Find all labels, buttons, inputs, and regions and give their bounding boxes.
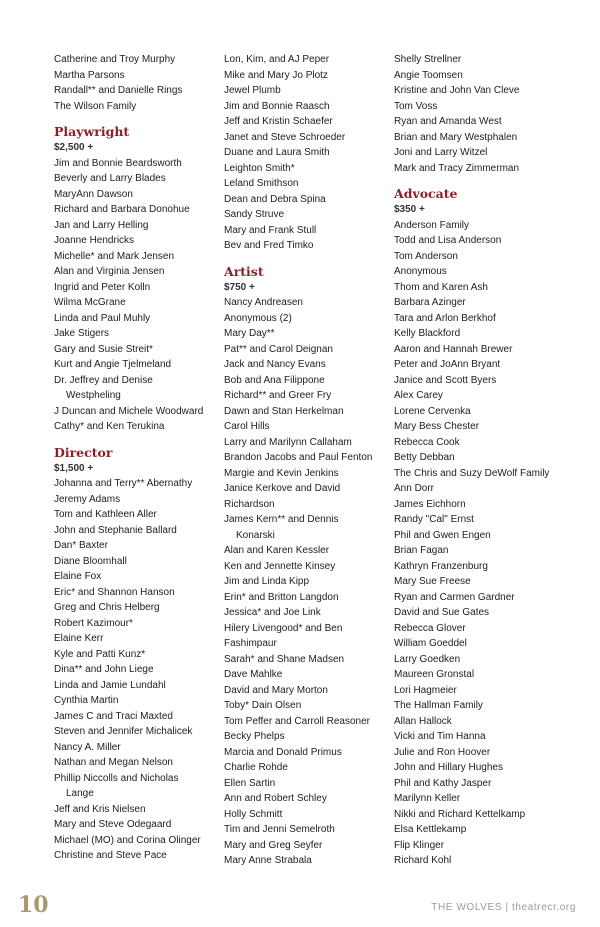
- donor-name: Maureen Gronstal: [394, 669, 475, 680]
- donor-name: Jack and Nancy Evans: [224, 359, 326, 370]
- donor-name: James C and Traci Maxted: [54, 710, 173, 722]
- donor-name: Phil and Gwen Engen: [394, 529, 491, 541]
- section-playwright: [54, 124, 216, 435]
- donor-name: Cynthia Martin: [54, 695, 119, 706]
- donor-name: Elaine Kerr: [54, 633, 104, 644]
- donor-name: Jim and Bonnie Beardsworth: [54, 157, 182, 169]
- donor-name: J Duncan and Michele Woodward: [54, 405, 204, 417]
- donor-name: Larry Goedken: [394, 653, 461, 665]
- donor-name: Alan and Virginia Jensen: [54, 266, 165, 277]
- donor-name: Martha Parsons: [54, 69, 125, 81]
- donor-name: Mike and Mary Jo Plotz: [224, 69, 328, 81]
- donor-name: Phillip Niccolls and Nicholas: [54, 772, 179, 784]
- donor-name: Jan and Larry Helling: [54, 219, 149, 231]
- donor-name: James Eichhorn: [394, 498, 466, 510]
- section-continued: [54, 52, 216, 114]
- donor-name: Nancy Andreasen: [224, 297, 303, 308]
- donor-name: Janet and Steve Schroeder: [224, 131, 346, 143]
- donor-name: The Wilson Family: [54, 100, 137, 112]
- donor-name: Steven and Jennifer Michalicek: [54, 726, 193, 737]
- donor-name: Charlie Rohde: [224, 762, 288, 773]
- donor-name: Dean and Debra Spina: [224, 193, 326, 205]
- donor-name: Mary Day**: [224, 328, 275, 339]
- donor-name: Erin* and Britton Langdon: [224, 591, 339, 603]
- donor-name: Marilynn Keller: [394, 793, 461, 804]
- donor-name: Elaine Fox: [54, 571, 102, 582]
- donor-column-1: [54, 52, 216, 864]
- donor-name: Joni and Larry Witzel: [394, 147, 488, 158]
- donor-name: Mark and Tracy Zimmerman: [394, 162, 520, 174]
- donor-name: Jessica* and Joe Link: [224, 607, 321, 618]
- donor-name: Ann and Robert Schley: [224, 793, 327, 804]
- donor-name: Aaron and Hannah Brewer: [394, 343, 513, 355]
- donor-name: Lon, Kim, and AJ Peper: [224, 54, 330, 65]
- donor-name: Mary Sue Freese: [394, 576, 471, 587]
- footer-text: THE WOLVES | theatrecr.org: [431, 902, 576, 913]
- donor-name: Jeff and Kristin Schaefer: [224, 116, 333, 127]
- donor-name: Catherine and Troy Murphy: [54, 54, 176, 65]
- donor-name: Todd and Lisa Anderson: [394, 235, 502, 246]
- giving-level-amount: $350 +: [394, 204, 425, 215]
- section-heading: Advocate: [394, 186, 458, 201]
- donor-name: Tom Anderson: [394, 250, 458, 262]
- donor-name: James Kern** and Dennis: [224, 514, 339, 525]
- donor-name: Bob and Ana Filippone: [224, 374, 325, 386]
- donor-name: Phil and Kathy Jasper: [394, 777, 492, 789]
- donor-name: Margie and Kevin Jenkins: [224, 467, 339, 479]
- section-heading: Director: [54, 444, 113, 460]
- donor-name: Jeff and Kris Nielsen: [54, 803, 146, 815]
- donor-name: Ellen Sartin: [224, 777, 276, 789]
- section-artist: [224, 264, 386, 869]
- page-number: 10: [18, 892, 49, 918]
- donor-name: Leighton Smith*: [224, 162, 295, 174]
- section-continued: [224, 52, 386, 254]
- donor-name: John and Stephanie Ballard: [54, 524, 177, 536]
- donor-name: Konarski: [236, 529, 275, 541]
- donor-name: Tom Voss: [394, 100, 438, 112]
- donor-name: Julie and Ron Hoover: [394, 746, 491, 758]
- donor-name: Becky Phelps: [224, 731, 285, 742]
- donor-name: Dave Mahlke: [224, 669, 283, 680]
- giving-level-amount: $1,500 +: [54, 462, 94, 474]
- donor-name: Brian Fagan: [394, 545, 449, 556]
- donor-name: John and Hillary Hughes: [394, 762, 503, 773]
- donor-name: Randall** and Danielle Rings: [54, 85, 183, 96]
- donor-name: Richard** and Greer Fry: [224, 390, 332, 401]
- donor-name: Pat** and Carol Deignan: [224, 343, 333, 355]
- giving-level-amount: $2,500 +: [54, 142, 94, 153]
- donor-name: Alan and Karen Kessler: [224, 545, 330, 556]
- donor-name: Anonymous (2): [224, 312, 292, 324]
- donor-name: Robert Kazimour*: [54, 617, 133, 629]
- donor-name: Eric* and Shannon Hanson: [54, 586, 175, 598]
- donor-name: Anonymous: [394, 266, 447, 277]
- donor-name: Ryan and Amanda West: [394, 116, 502, 127]
- donor-name: Diane Bloomhall: [54, 555, 127, 567]
- donor-name: Shelly Strellner: [394, 54, 462, 65]
- donor-name: Greg and Chris Helberg: [54, 602, 160, 613]
- donor-name: Janice and Scott Byers: [394, 374, 497, 386]
- donor-name: Angie Toomsen: [394, 69, 463, 81]
- donor-name: Lorene Cervenka: [394, 405, 471, 417]
- donor-name: The Hallman Family: [394, 700, 483, 711]
- donor-name: William Goeddel: [394, 638, 467, 649]
- donor-name: Bev and Fred Timko: [224, 240, 314, 251]
- donor-name: Randy "Cal" Ernst: [394, 514, 474, 525]
- donor-name: Cathy* and Ken Terukina: [54, 421, 165, 432]
- donor-name: Michelle* and Mark Jensen: [54, 250, 175, 262]
- donor-name: Allan Hallock: [394, 715, 452, 727]
- section-heading: Artist: [224, 263, 264, 279]
- donor-name: Michael (MO) and Corina Olinger: [54, 834, 201, 846]
- section-director: [54, 445, 216, 864]
- donor-name: Kyle and Patti Kunz*: [54, 648, 146, 660]
- donor-name: Kathryn Franzenburg: [394, 560, 488, 572]
- donor-name: Jim and Linda Kipp: [224, 576, 310, 587]
- donor-name: Dan* Baxter: [54, 540, 108, 551]
- donor-name: Ryan and Carmen Gardner: [394, 591, 515, 603]
- donor-name: Kristine and John Van Cleve: [394, 85, 520, 96]
- donor-name: Dina** and John Liege: [54, 664, 154, 675]
- donor-name: Mary Bess Chester: [394, 421, 480, 432]
- donor-name: Thom and Karen Ash: [394, 281, 488, 293]
- donor-name: Toby* Dain Olsen: [224, 700, 302, 711]
- donor-name: Jim and Bonnie Raasch: [224, 100, 330, 112]
- donor-name: Jeremy Adams: [54, 493, 121, 505]
- donor-name: Peter and JoAnn Bryant: [394, 359, 501, 370]
- donor-name: Anderson Family: [394, 219, 470, 231]
- donor-name: Barbara Azinger: [394, 297, 466, 308]
- donor-name: Kurt and Angie Tjelmeland: [54, 359, 172, 370]
- donor-name: Ingrid and Peter Kolln: [54, 281, 151, 293]
- donor-name: Larry and Marilynn Callaham: [224, 436, 352, 448]
- donor-name: Jewel Plumb: [224, 85, 281, 96]
- donor-name: Kelly Blackford: [394, 328, 461, 339]
- donor-name: Janice Kerkove and David: [224, 483, 341, 494]
- donor-name: Linda and Jamie Lundahl: [54, 679, 166, 691]
- donor-name: Vicki and Tim Hanna: [394, 731, 486, 742]
- donor-name: David and Mary Morton: [224, 684, 328, 696]
- donor-column-2: [224, 52, 386, 869]
- donor-name: Nathan and Megan Nelson: [54, 757, 173, 768]
- donor-name: Nikki and Richard Kettelkamp: [394, 808, 526, 820]
- donor-name: Christine and Steve Pace: [54, 850, 167, 861]
- donor-name: Brian and Mary Westphalen: [394, 131, 518, 143]
- donor-name: MaryAnn Dawson: [54, 188, 133, 200]
- giving-level-amount: $750 +: [224, 281, 255, 293]
- donor-name: Richard and Barbara Donohue: [54, 204, 190, 215]
- donor-name: Tim and Jenni Semelroth: [224, 824, 335, 835]
- donor-name: Fashimpaur: [224, 638, 277, 649]
- donor-name: Westpheling: [66, 390, 121, 401]
- donor-name: The Chris and Suzy DeWolf Family: [394, 467, 550, 479]
- donor-name: Richardson: [224, 498, 275, 510]
- donor-name: Carol Hills: [224, 421, 270, 432]
- donor-name: Joanne Hendricks: [54, 235, 135, 246]
- donor-name: Jake Stigers: [54, 328, 110, 339]
- donor-name: Ken and Jennette Kinsey: [224, 560, 336, 572]
- donor-name: Mary Anne Strabala: [224, 855, 312, 866]
- donor-name: Dr. Jeffrey and Denise: [54, 374, 153, 386]
- donor-name: Lange: [66, 788, 94, 799]
- donor-name: Nancy A. Miller: [54, 741, 121, 753]
- donor-name: Linda and Paul Muhly: [54, 312, 151, 324]
- donor-name: Alex Carey: [394, 390, 443, 401]
- donor-name: Brandon Jacobs and Paul Fenton: [224, 452, 373, 463]
- donor-name: David and Sue Gates: [394, 607, 490, 618]
- donor-name: Hilery Livengood* and Ben: [224, 622, 343, 634]
- donor-name: Mary and Greg Seyfer: [224, 839, 323, 851]
- donor-name: Flip Klinger: [394, 839, 445, 851]
- section-heading: Playwright: [54, 124, 130, 139]
- donor-name: Sarah* and Shane Madsen: [224, 653, 345, 665]
- donor-name: Mary and Steve Odegaard: [54, 819, 172, 830]
- donor-name: Lori Hagmeier: [394, 684, 457, 696]
- donor-name: Holly Schmitt: [224, 808, 283, 820]
- donor-name: Betty Debban: [394, 452, 455, 463]
- donor-name: Leland Smithson: [224, 178, 299, 189]
- donor-name: Ann Dorr: [394, 483, 435, 494]
- donor-name: Elsa Kettlekamp: [394, 824, 467, 835]
- donor-name: Mary and Frank Stull: [224, 224, 317, 236]
- section-continued: [394, 52, 584, 176]
- donor-name: Johanna and Terry** Abernathy: [54, 478, 193, 489]
- donor-name: Sandy Struve: [224, 209, 285, 220]
- donor-column-3: [394, 52, 584, 869]
- donor-name: Tom and Kathleen Aller: [54, 509, 157, 520]
- section-advocate: [394, 186, 584, 869]
- donor-name: Duane and Laura Smith: [224, 147, 330, 158]
- donor-name: Wilma McGrane: [54, 297, 126, 308]
- donor-name: Tom Peffer and Carroll Reasoner: [224, 715, 370, 727]
- donor-name: Marcia and Donald Primus: [224, 746, 342, 758]
- donor-name: Tara and Arlon Berkhof: [394, 312, 496, 324]
- donor-name: Richard Kohl: [394, 855, 452, 866]
- donor-name: Rebecca Glover: [394, 622, 466, 634]
- donor-name: Gary and Susie Streit*: [54, 343, 153, 355]
- donor-name: Beverly and Larry Blades: [54, 173, 166, 184]
- donor-name: Dawn and Stan Herkelman: [224, 405, 344, 417]
- donor-name: Rebecca Cook: [394, 436, 460, 448]
